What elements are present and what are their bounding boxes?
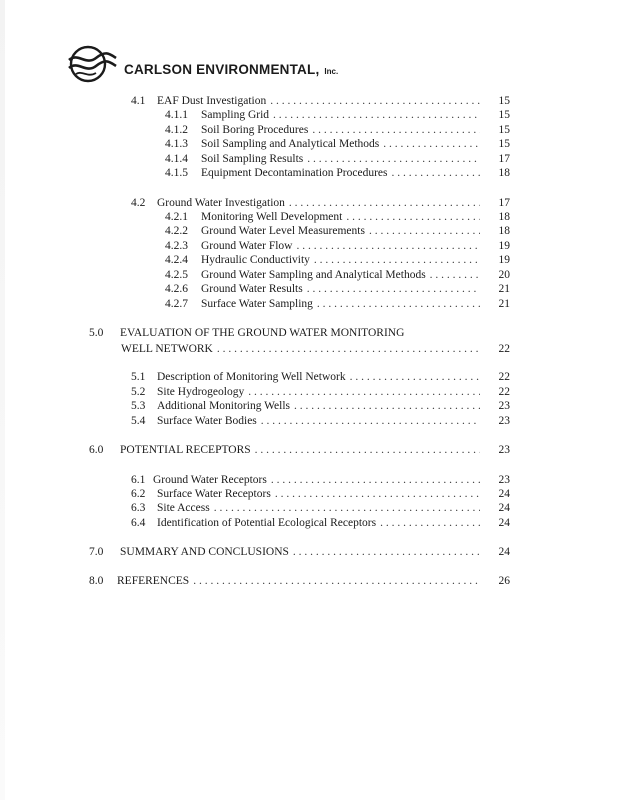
toc-entry-page: 24 — [498, 546, 510, 558]
toc-dot-leader — [214, 501, 480, 515]
toc-entry-title: Site Hydrogeology — [157, 386, 245, 398]
toc-dot-leader — [261, 414, 480, 428]
toc-entry-number: 4.1.2 — [165, 124, 188, 136]
toc-entry — [165, 210, 510, 224]
toc-dot-leader — [271, 473, 480, 487]
toc-dot-leader — [297, 239, 481, 253]
toc-entry-title: EAF Dust Investigation — [157, 95, 267, 107]
toc-entry — [131, 501, 510, 515]
toc-entry-title: Soil Boring Procedures — [201, 124, 309, 136]
toc-entry — [89, 342, 510, 356]
toc-entry-number: 4.1.4 — [165, 153, 188, 165]
toc-dot-leader — [346, 210, 480, 224]
toc-dot-leader — [383, 137, 480, 151]
toc-entry-title: Monitoring Well Development — [201, 211, 343, 223]
toc-entry — [131, 473, 510, 487]
toc-entry-title: WELL NETWORK — [121, 343, 213, 355]
toc-entry-page: 24 — [498, 488, 510, 500]
toc-dot-leader — [350, 370, 480, 384]
toc-entry-number: 5.1 — [131, 371, 146, 383]
toc-entry-number: 4.2.7 — [165, 298, 188, 310]
toc-entry — [165, 166, 510, 180]
toc-entry-title: Sampling Grid — [201, 109, 270, 121]
toc-entry-title: Ground Water Level Measurements — [201, 225, 365, 237]
toc-dot-leader — [289, 196, 480, 210]
toc-entry-title: Additional Monitoring Wells — [157, 400, 291, 412]
toc-entry-title: Hydraulic Conductivity — [201, 254, 310, 266]
toc-entry-title: Soil Sampling Results — [201, 153, 304, 165]
toc-entry-number: 4.2.6 — [165, 283, 188, 295]
toc-entry-number: 4.1.3 — [165, 138, 188, 150]
toc-dot-leader — [248, 385, 480, 399]
toc-entry-page: 23 — [498, 400, 510, 412]
toc-entry — [165, 108, 510, 122]
toc-dot-leader — [193, 574, 480, 588]
toc-entry-number: 4.2.5 — [165, 269, 188, 281]
toc-entry-page: 15 — [498, 95, 510, 107]
company-name: CARLSON ENVIRONMENTAL, — [124, 61, 320, 77]
toc-entry-title: Ground Water Results — [201, 283, 303, 295]
toc-dot-leader — [217, 342, 480, 356]
toc-entry-page: 22 — [498, 386, 510, 398]
toc-entry-title: Description of Monitoring Well Network — [157, 371, 346, 383]
toc-entry — [89, 545, 510, 559]
toc-entry — [131, 94, 510, 108]
toc-entry — [131, 414, 510, 428]
toc-entry — [165, 224, 510, 238]
toc-entry-title: Ground Water Receptors — [153, 474, 267, 486]
toc-entry-title: Site Access — [157, 502, 210, 514]
toc-entry-title: Identification of Potential Ecological Receptors — [157, 517, 377, 529]
toc-entry — [165, 297, 510, 311]
toc-entry-page: 19 — [498, 254, 510, 266]
toc-entry-page: 21 — [498, 298, 510, 310]
toc-dot-leader — [307, 152, 480, 166]
toc-dot-leader — [273, 108, 480, 122]
toc-entry — [165, 137, 510, 151]
toc-entry-page: 24 — [498, 502, 510, 514]
toc-entry-title: Surface Water Sampling — [201, 298, 313, 310]
toc-dot-leader — [380, 516, 480, 530]
toc-dot-leader — [270, 94, 480, 108]
toc-entry-title: SUMMARY AND CONCLUSIONS — [120, 546, 289, 558]
toc-entry-page: 20 — [498, 269, 510, 281]
toc-entry-number: 4.1 — [131, 95, 146, 107]
toc-dot-leader — [312, 123, 480, 137]
toc-entry-title: REFERENCES — [117, 575, 190, 587]
company-suffix: Inc. — [324, 66, 339, 76]
toc-entry-number: 4.2.3 — [165, 240, 188, 252]
toc-entry — [131, 399, 510, 413]
toc-entry — [131, 370, 510, 384]
toc-dot-leader — [369, 224, 480, 238]
toc-entry-page: 21 — [498, 283, 510, 295]
toc-entry — [131, 196, 510, 210]
toc-entry-page: 15 — [498, 124, 510, 136]
toc-entry-page: 19 — [498, 240, 510, 252]
toc-entry-page: 15 — [498, 138, 510, 150]
toc-entry-page: 18 — [498, 167, 510, 179]
toc-entry-number: 5.0 — [89, 327, 104, 339]
toc-entry-number: 8.0 — [89, 575, 104, 587]
toc-entry-page: 23 — [498, 474, 510, 486]
toc-entry-number: 4.1.5 — [165, 167, 188, 179]
toc-entry-page: 24 — [498, 517, 510, 529]
toc-entry — [89, 443, 510, 457]
toc-entry-page: 17 — [498, 197, 510, 209]
toc-dot-leader — [314, 253, 480, 267]
toc-dot-leader — [392, 166, 480, 180]
toc-entry-number: 4.2.1 — [165, 211, 188, 223]
toc-entry — [89, 326, 510, 340]
toc-entry-number: 6.3 — [131, 502, 146, 514]
toc-entry-number: 5.4 — [131, 415, 146, 427]
toc-entry-title: Ground Water Sampling and Analytical Methods — [201, 269, 426, 281]
toc-entry-number: 4.1.1 — [165, 109, 188, 121]
toc-entry-page: 22 — [498, 371, 510, 383]
toc-entry — [165, 123, 510, 137]
toc-entry — [131, 385, 510, 399]
toc-entry-number: 4.2.2 — [165, 225, 188, 237]
toc-entry-page: 18 — [498, 225, 510, 237]
toc-entry-number: 4.2 — [131, 197, 146, 209]
toc-entry-number: 6.0 — [89, 444, 104, 456]
toc-entry-number: 7.0 — [89, 546, 104, 558]
toc-entry-title: POTENTIAL RECEPTORS — [120, 444, 251, 456]
toc-entry-page: 18 — [498, 211, 510, 223]
toc-entry-title: Equipment Decontamination Procedures — [201, 167, 388, 179]
toc-entry — [165, 152, 510, 166]
toc-entry — [165, 268, 510, 282]
toc-entry-page: 23 — [498, 415, 510, 427]
toc-entry-page: 15 — [498, 109, 510, 121]
toc-entry-title: Ground Water Flow — [201, 240, 293, 252]
toc-entry — [165, 253, 510, 267]
toc-dot-leader — [293, 545, 480, 559]
toc-entry-page: 22 — [498, 343, 510, 355]
toc-entry-title: Surface Water Bodies — [157, 415, 257, 427]
toc-entry — [131, 516, 510, 530]
toc-entry-number: 5.2 — [131, 386, 146, 398]
toc-entry — [165, 239, 510, 253]
toc-entry-number: 4.2.4 — [165, 254, 188, 266]
toc-entry-number: 5.3 — [131, 400, 146, 412]
toc-entry-title: Ground Water Investigation — [157, 197, 285, 209]
toc-dot-leader — [307, 282, 480, 296]
toc-dot-leader — [430, 268, 480, 282]
toc-entry-page: 17 — [498, 153, 510, 165]
toc-entry — [131, 487, 510, 501]
toc-entry-number: 6.2 — [131, 488, 146, 500]
toc-entry-number: 6.4 — [131, 517, 146, 529]
toc-entry — [89, 574, 510, 588]
toc-entry-title: Surface Water Receptors — [157, 488, 271, 500]
toc-dot-leader — [317, 297, 480, 311]
toc-entry-page: 26 — [498, 575, 510, 587]
toc-dot-leader — [255, 443, 480, 457]
toc-dot-leader — [294, 399, 480, 413]
toc-entry — [165, 282, 510, 296]
toc-entry-number: 6.1 — [131, 474, 146, 486]
toc-dot-leader — [275, 487, 480, 501]
toc-entry-title: EVALUATION OF THE GROUND WATER MONITORING — [120, 327, 405, 339]
toc-entry-page: 23 — [498, 444, 510, 456]
toc-entry-title: Soil Sampling and Analytical Methods — [201, 138, 380, 150]
